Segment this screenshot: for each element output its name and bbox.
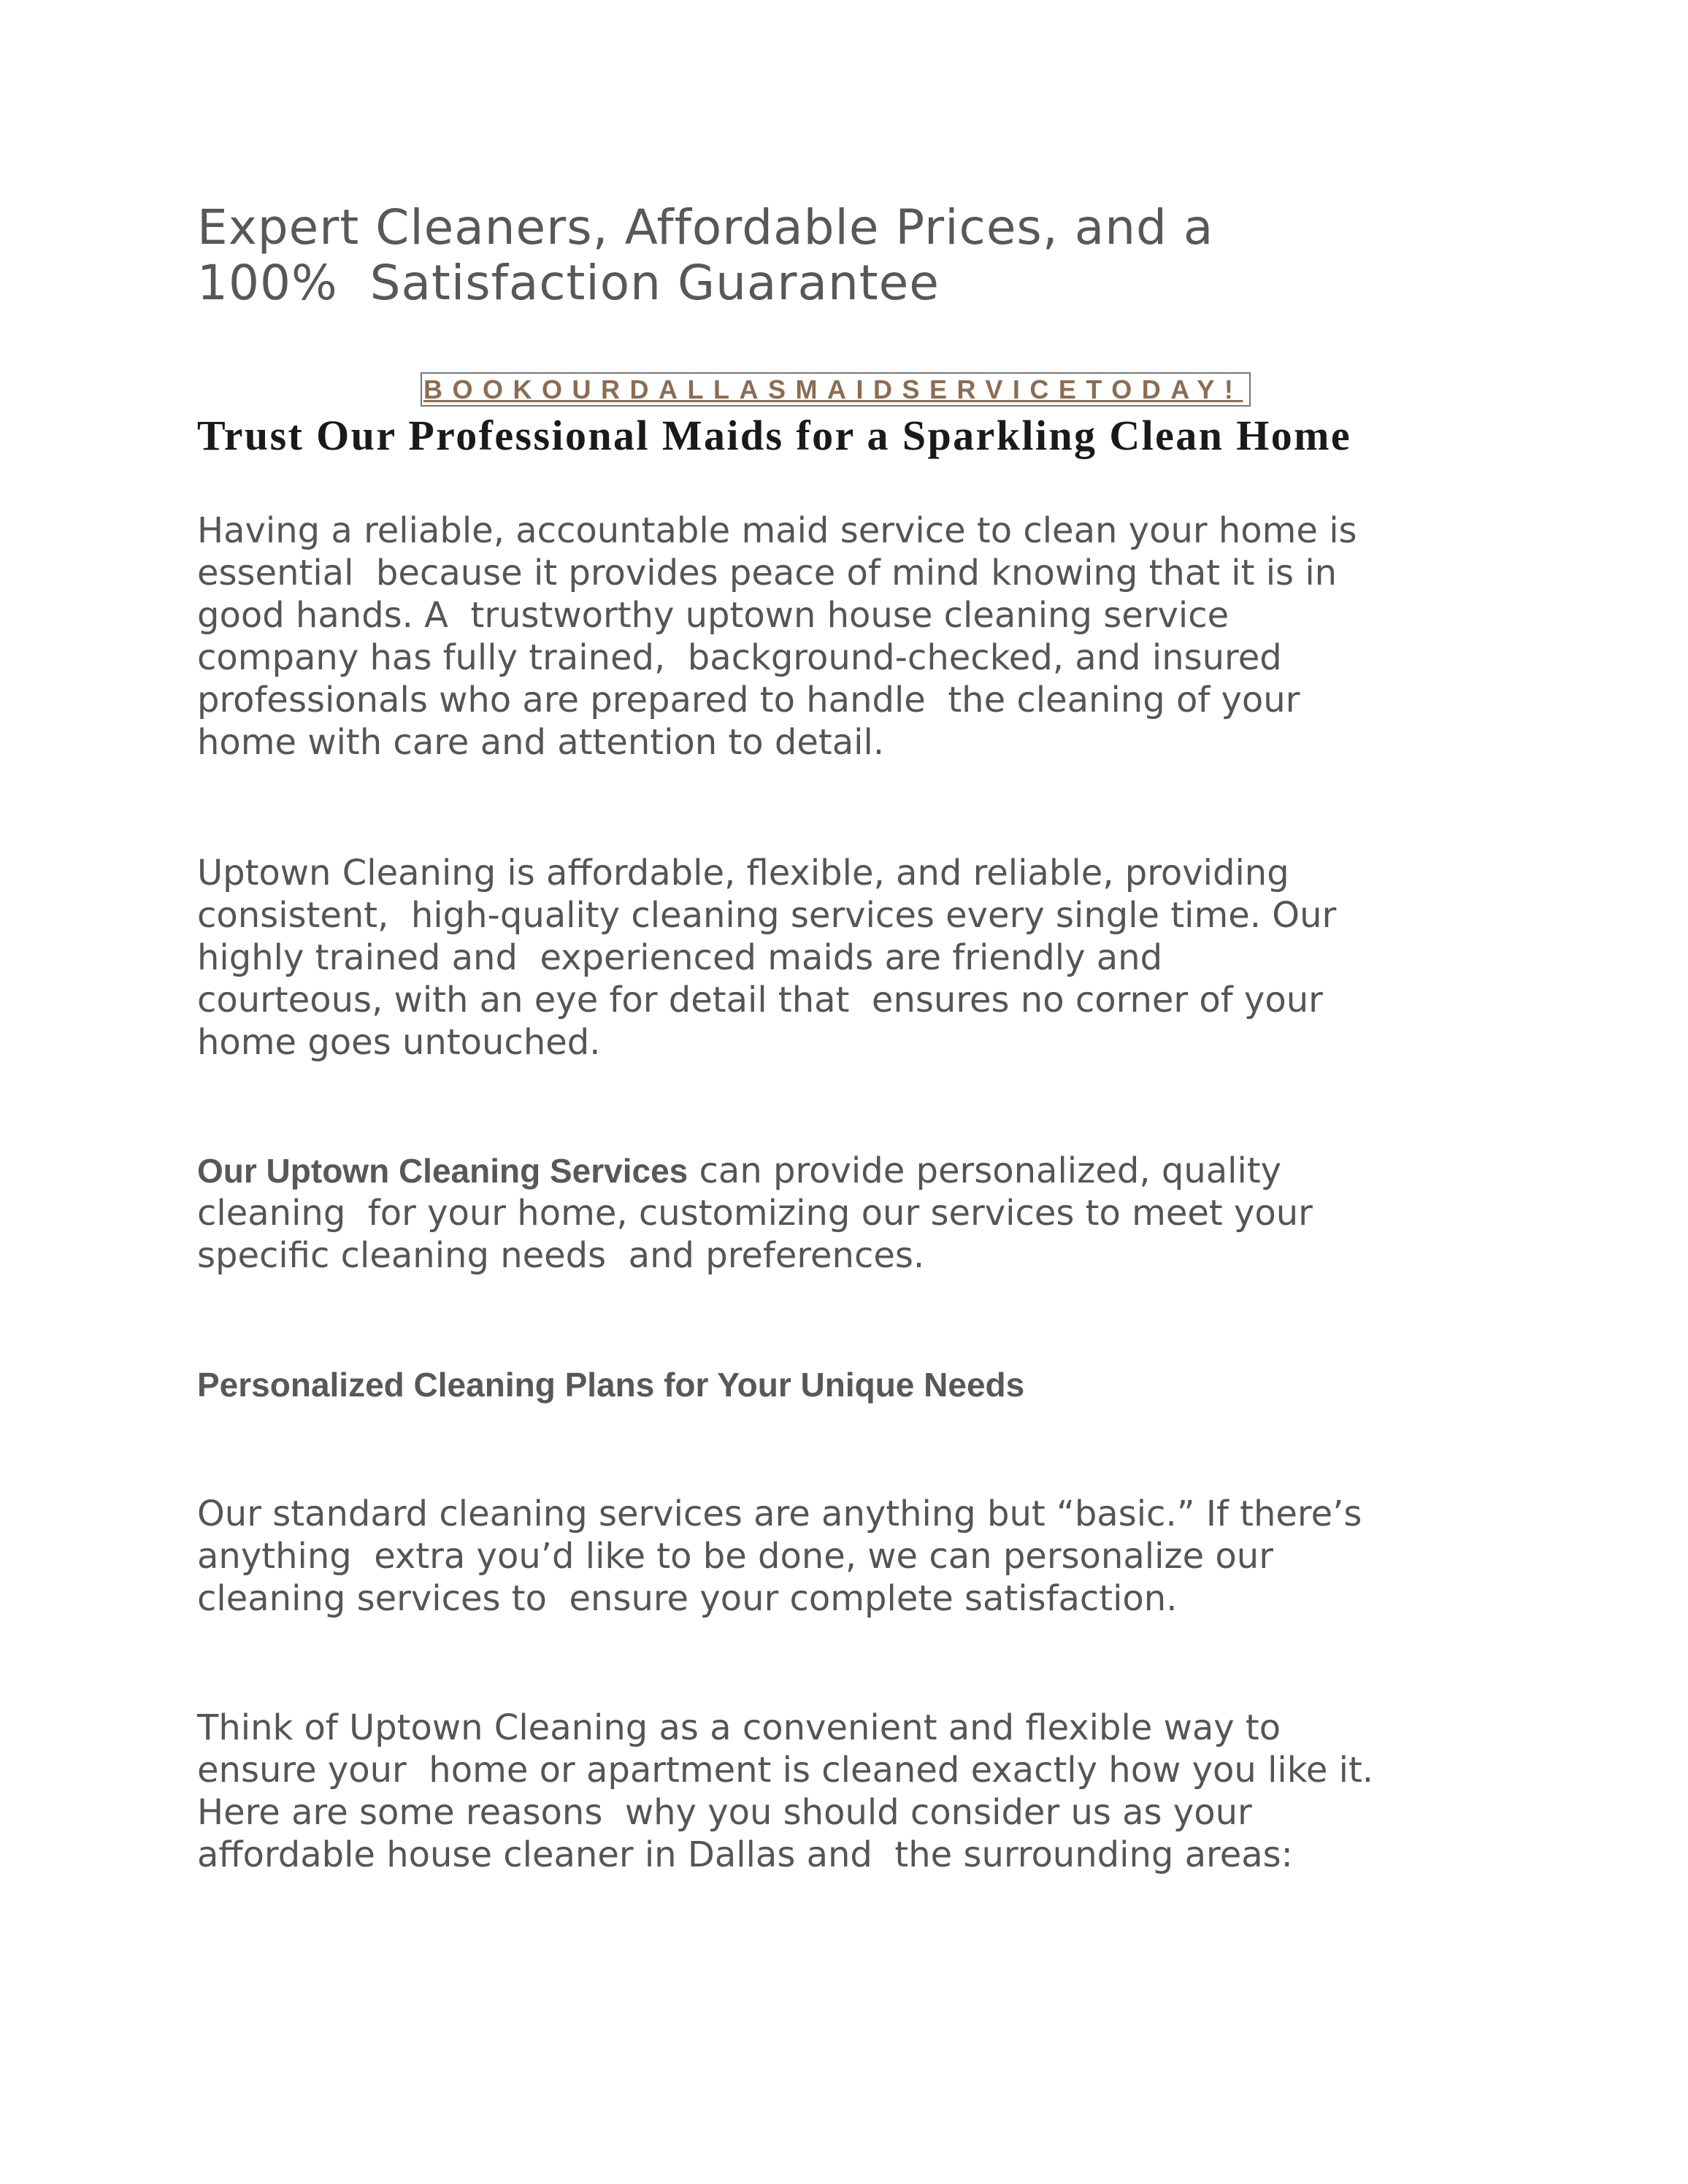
title-line: 100% Satisfaction Guarantee: [197, 255, 940, 311]
paragraph-services: [197, 1150, 1313, 1277]
paragraph-reasons: [197, 1707, 1373, 1876]
text-line: courteous, with an eye for detail that ensures no corner of your: [197, 980, 1323, 1020]
text-line: Here are some reasons why you should consider us as your: [197, 1792, 1252, 1833]
text-line: Having a reliable, accountable maid service to clean your home is: [197, 510, 1357, 551]
paragraph-reliable-service: [197, 510, 1357, 764]
text-line: Uptown Cleaning is affordable, flexible, and reliable, providing: [197, 853, 1289, 893]
text-line: ensure your home or apartment is cleaned exactly how you like it.: [197, 1750, 1374, 1791]
paragraph-standard-cleaning: [197, 1493, 1362, 1620]
text-line: can provide personalized, quality: [688, 1150, 1282, 1191]
section-heading: Trust Our Professional Maids for a Sparkling Clean Home: [197, 412, 1352, 459]
book-service-link[interactable]: BOOKOURDALLASMAIDSERVICETODAY!: [423, 374, 1243, 404]
text-line: professionals who are prepared to handle the cleaning of your: [197, 680, 1300, 720]
paragraph-uptown-cleaning: [197, 852, 1336, 1064]
title-line: Expert Cleaners, Affordable Prices, and a: [197, 199, 1214, 255]
text-line: company has fully trained, background-checked, and insured: [197, 637, 1282, 678]
subheading-personalized-plans: Personalized Cleaning Plans for Your Unique Needs: [197, 1366, 1025, 1404]
text-line: home goes untouched.: [197, 1022, 601, 1063]
text-line: good hands. A trustworthy uptown house cleaning service: [197, 595, 1229, 636]
text-line: cleaning services to ensure your complete satisfaction.: [197, 1578, 1178, 1619]
text-line: Think of Uptown Cleaning as a convenient and flexible way to: [197, 1707, 1281, 1748]
text-line: Our standard cleaning services are anything but “basic.” If there’s: [197, 1493, 1362, 1534]
book-service-cta[interactable]: [421, 372, 1251, 407]
text-line: highly trained and experienced maids are friendly and: [197, 937, 1163, 978]
text-line: cleaning for your home, customizing our services to meet your: [197, 1193, 1313, 1234]
services-bold-label: Our Uptown Cleaning Services: [197, 1152, 688, 1190]
text-line: specific cleaning needs and preferences.: [197, 1235, 925, 1276]
text-line: anything extra you’d like to be done, we can personalize our: [197, 1536, 1273, 1577]
text-line: essential because it provides peace of mind knowing that it is in: [197, 553, 1338, 593]
text-line: home with care and attention to detail.: [197, 722, 885, 763]
text-line: affordable house cleaner in Dallas and the surrounding areas:: [197, 1834, 1293, 1875]
page-title: [197, 200, 1213, 311]
text-line: consistent, high-quality cleaning services every single time. Our: [197, 895, 1337, 936]
